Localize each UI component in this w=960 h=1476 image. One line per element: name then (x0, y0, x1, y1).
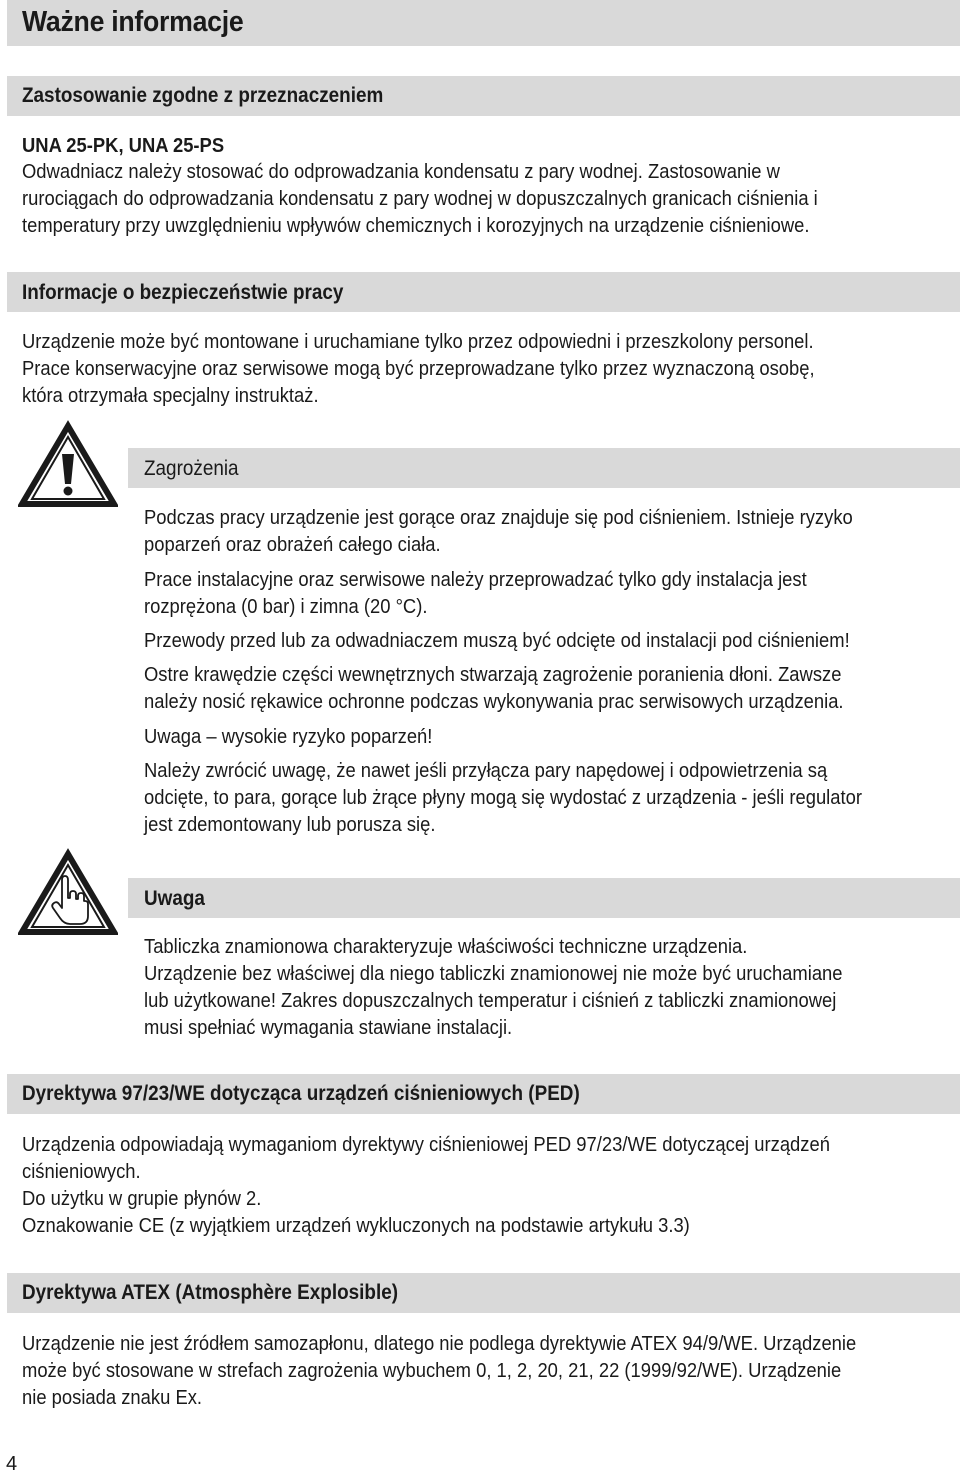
section-band-attention (128, 878, 960, 918)
page-number: 4 (6, 1453, 18, 1475)
attention-line: musi spełniać wymagania stawiane instalacji. (144, 1017, 513, 1039)
section-heading-safety: Informacje o bezpieczeństwie pracy (22, 281, 344, 304)
ped-line: Oznakowanie CE (z wyjątkiem urządzeń wykluczonych na podstawie artykułu 3.3) (22, 1215, 690, 1237)
section-band-hazards (128, 448, 960, 488)
attention-line: lub użytkowane! Zakres dopuszczalnych temperatur i ciśnień z tabliczki znamionowej (144, 990, 837, 1012)
intended-use-line: rurociągach do odprowadzania kondensatu z pary wodnej w dopuszczalnych granicach ciśnienia i (22, 188, 818, 210)
hazard-line: rozprężona (0 bar) i zimna (20 °C). (144, 596, 428, 618)
section-heading-intended-use: Zastosowanie zgodne z przeznaczeniem (22, 84, 384, 107)
hazard-line: Należy zwrócić uwagę, że nawet jeśli przyłącza pary napędowej i odpowietrzenia są (144, 760, 828, 782)
section-heading-hazards: Zagrożenia (144, 457, 239, 480)
safety-line: Urządzenie może być montowane i uruchamiane tylko przez odpowiedni i przeszkolony personel. (22, 331, 814, 353)
hazard-line: Uwaga – wysokie ryzyko poparzeń! (144, 726, 433, 748)
page-title: Ważne informacje (22, 6, 244, 38)
ped-line: Do użytku w grupie płynów 2. (22, 1188, 262, 1210)
models-label: UNA 25-PK, UNA 25-PS (22, 135, 225, 157)
section-heading-attention: Uwaga (144, 887, 205, 910)
hazard-line: należy nosić rękawice ochronne podczas wykonywania prac serwisowych urządzenia. (144, 691, 844, 713)
warning-triangle-icon (18, 420, 118, 508)
hazard-line: Prace instalacyjne oraz serwisowe należy przeprowadzać tylko gdy instalacja jest (144, 569, 807, 591)
hand-warning-icon (18, 848, 118, 936)
atex-line: może być stosowane w strefach zagrożenia wybuchem 0, 1, 2, 20, 21, 22 (1999/92/WE). Urządzenie (22, 1360, 842, 1382)
hazard-line: poparzeń oraz obrażeń całego ciała. (144, 534, 441, 556)
section-heading-atex: Dyrektywa ATEX (Atmosphère Explosible) (22, 1281, 399, 1304)
hazard-line: Ostre krawędzie części wewnętrznych stwarzają zagrożenie poranienia dłoni. Zawsze (144, 664, 842, 686)
hazard-line: Podczas pracy urządzenie jest gorące oraz znajduje się pod ciśnieniem. Istnieje ryzyko (144, 507, 853, 529)
hazard-line: jest zdemontowany lub porusza się. (144, 814, 436, 836)
attention-line: Tabliczka znamionowa charakteryzuje właściwości techniczne urządzenia. (144, 936, 748, 958)
intended-use-line: Odwadniacz należy stosować do odprowadzania kondensatu z pary wodnej. Zastosowanie w (22, 161, 780, 183)
intended-use-line: temperatury przy uwzględnieniu wpływów chemicznych i korozyjnych na urządzenie ciśnieniowe. (22, 215, 810, 237)
hazard-line: Przewody przed lub za odwadniaczem muszą być odcięte od instalacji pod ciśnieniem! (144, 630, 850, 652)
ped-line: ciśnieniowych. (22, 1161, 141, 1183)
safety-line: która otrzymała specjalny instruktaż. (22, 385, 319, 407)
safety-line: Prace konserwacyjne oraz serwisowe mogą być przeprowadzane tylko przez wyznaczoną osobę, (22, 358, 815, 380)
atex-line: Urządzenie nie jest źródłem samozapłonu, dlatego nie podlega dyrektywie ATEX 94/9/WE. Urządzenie (22, 1333, 857, 1355)
hazard-line: odcięte, to para, gorące lub żrące płyny mogą się wydostać z urządzenia - jeśli regulator (144, 787, 862, 809)
section-heading-ped: Dyrektywa 97/23/WE dotycząca urządzeń ciśnieniowych (PED) (22, 1082, 580, 1105)
attention-line: Urządzenie bez właściwej dla niego tabliczki znamionowej nie może być uruchamiane (144, 963, 843, 985)
ped-line: Urządzenia odpowiadają wymaganiom dyrektywy ciśnieniowej PED 97/23/WE dotyczącej urządzeń (22, 1134, 830, 1156)
atex-line: nie posiada znaku Ex. (22, 1387, 203, 1409)
